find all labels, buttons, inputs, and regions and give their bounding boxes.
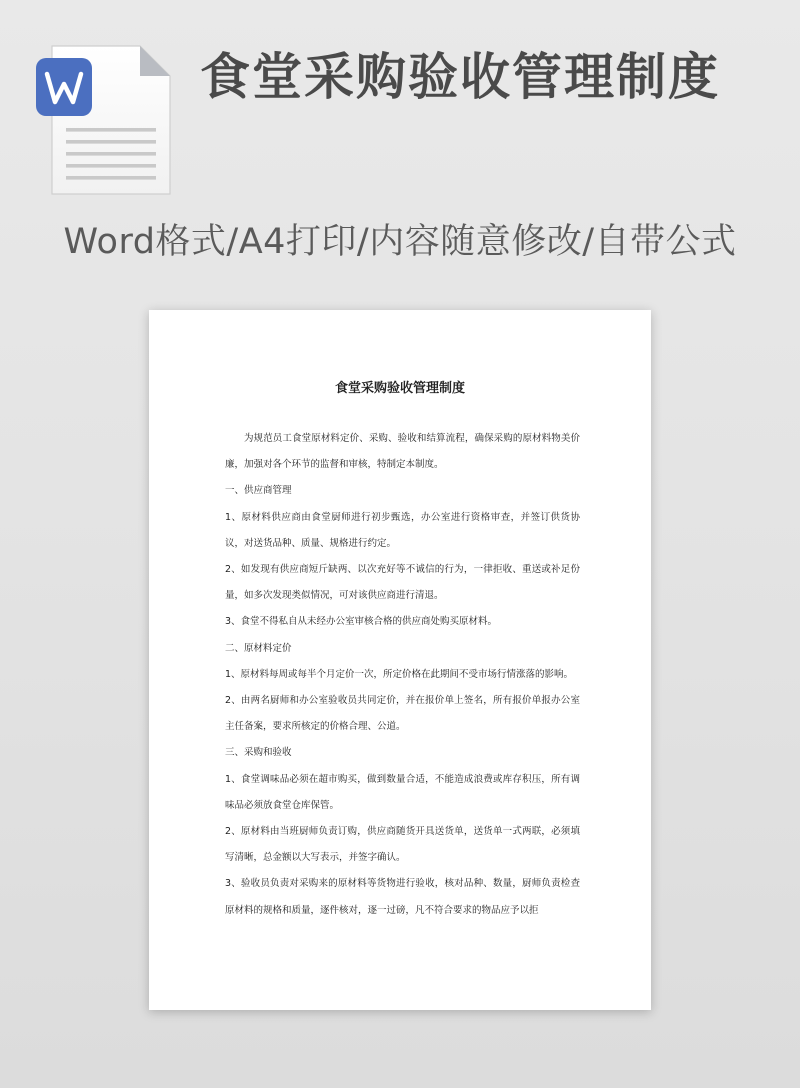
document-paragraph: 1、食堂调味品必须在超市购买，做到数量合适，不能造成浪费或库存积压，所有调味品必须放食堂仓库保管。	[225, 773, 580, 811]
word-file-icon	[36, 44, 172, 198]
document-section-heading: 二、原材料定价	[225, 642, 292, 654]
page-subtitle: Word格式/A4打印/内容随意修改/自带公式	[63, 222, 737, 262]
document-heading: 食堂采购验收管理制度	[334, 381, 465, 396]
document-preview-page	[149, 310, 651, 1010]
document-paragraph: 3、验收员负责对采购来的原材料等货物进行验收，核对品种、数量，厨师负责检查原材料的规格和质量，逐件核对，逐一过磅，凡不符合要求的物品应予以拒	[225, 878, 580, 916]
document-paragraph-intro: 为规范员工食堂原材料定价、采购、验收和结算流程，确保采购的原材料物美价廉，加强对各个环节的监督和审核，特制定本制度。	[225, 433, 580, 471]
document-paragraph: 1、原材料每周或每半个月定价一次，所定价格在此期间不受市场行情涨落的影响。	[225, 668, 574, 680]
document-section-heading: 三、采购和验收	[225, 747, 292, 759]
document-body	[225, 426, 580, 924]
document-paragraph: 2、由两名厨师和办公室验收员共同定价，并在报价单上签名，所有报价单报办公室主任备案，要求所核定的价格合理、公道。	[225, 695, 580, 733]
document-paragraph: 2、原材料由当班厨师负责订购，供应商随货开具送货单，送货单一式两联，必须填写清晰，总金额以大写表示，并签字确认。	[225, 826, 580, 864]
document-paragraph: 3、食堂不得私自从未经办公室审核合格的供应商处购买原材料。	[225, 616, 498, 628]
page-title: 食堂采购验收管理制度	[200, 48, 720, 106]
document-paragraph: 2、如发现有供应商短斤缺两、以次充好等不诚信的行为，一律拒收、重送或补足份量，如多次发现类似情况，可对该供应商进行清退。	[225, 564, 580, 602]
document-section-heading: 一、供应商管理	[225, 485, 292, 497]
document-paragraph: 1、原材料供应商由食堂厨师进行初步甄选，办公室进行资格审查，并签订供货协议，对送货品种、质量、规格进行约定。	[225, 511, 580, 549]
